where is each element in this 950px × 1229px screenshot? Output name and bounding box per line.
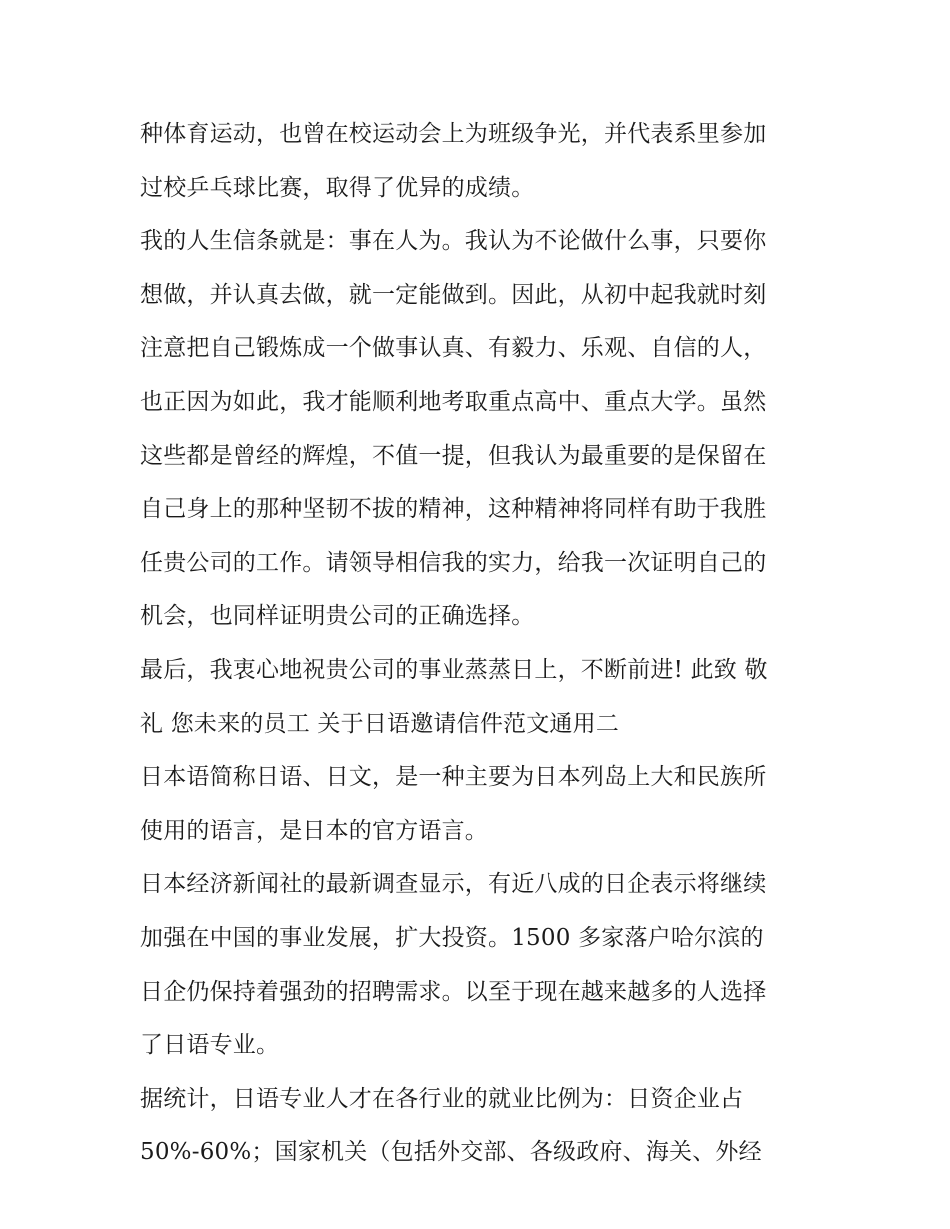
text-line: 日本语简称日语、日文，是一种主要为日本列岛上大和民族所 (140, 764, 767, 791)
text-line: 礼 您未来的员工 关于日语邀请信件范文通用二 (140, 710, 620, 737)
text-line: 过校乒乓球比赛，取得了优异的成绩。 (140, 174, 535, 201)
text-line: 加强在中国的事业发展，扩大投资。1500 多家落户哈尔滨的 (140, 924, 764, 951)
text-line: 使用的语言，是日本的官方语言。 (140, 817, 488, 844)
text-line: 50%-60%；国家机关（包括外交部、各级政府、海关、外经 (140, 1139, 762, 1166)
text-line: 据统计，日语专业人才在各行业的就业比例为：日资企业占 (140, 1085, 744, 1112)
text-line: 也正因为如此，我才能顺利地考取重点高中、重点大学。虽然 (140, 388, 767, 415)
text-line: 最后，我衷心地祝贵公司的事业蒸蒸日上，不断前进! 此致 敬 (140, 656, 768, 683)
text-line: 种体育运动，也曾在校运动会上为班级争光，并代表系里参加 (140, 121, 767, 147)
text-line: 日企仍保持着强劲的招聘需求。以至于现在越来越多的人选择 (140, 978, 767, 1005)
text-line: 这些都是曾经的辉煌，不值一提，但我认为最重要的是保留在 (140, 442, 767, 469)
text-line: 机会，也同样证明贵公司的正确选择。 (140, 603, 535, 630)
text-line: 想做，并认真去做，就一定能做到。因此，从初中起我就时刻 (140, 281, 767, 308)
text-line: 我的人生信条就是：事在人为。我认为不论做什么事，只要你 (140, 228, 767, 255)
text-line: 注意把自己锻炼成一个做事认真、有毅力、乐观、自信的人， (140, 335, 767, 362)
text-line: 自己身上的那种坚韧不拔的精神，这种精神将同样有助于我胜 (140, 496, 767, 523)
body-text (140, 108, 820, 1180)
text-line: 了日语专业。 (140, 1032, 280, 1059)
text-line: 日本经济新闻社的最新调查显示，有近八成的日企表示将继续 (140, 871, 767, 898)
text-line: 任贵公司的工作。请领导相信我的实力，给我一次证明自己的 (140, 549, 767, 576)
